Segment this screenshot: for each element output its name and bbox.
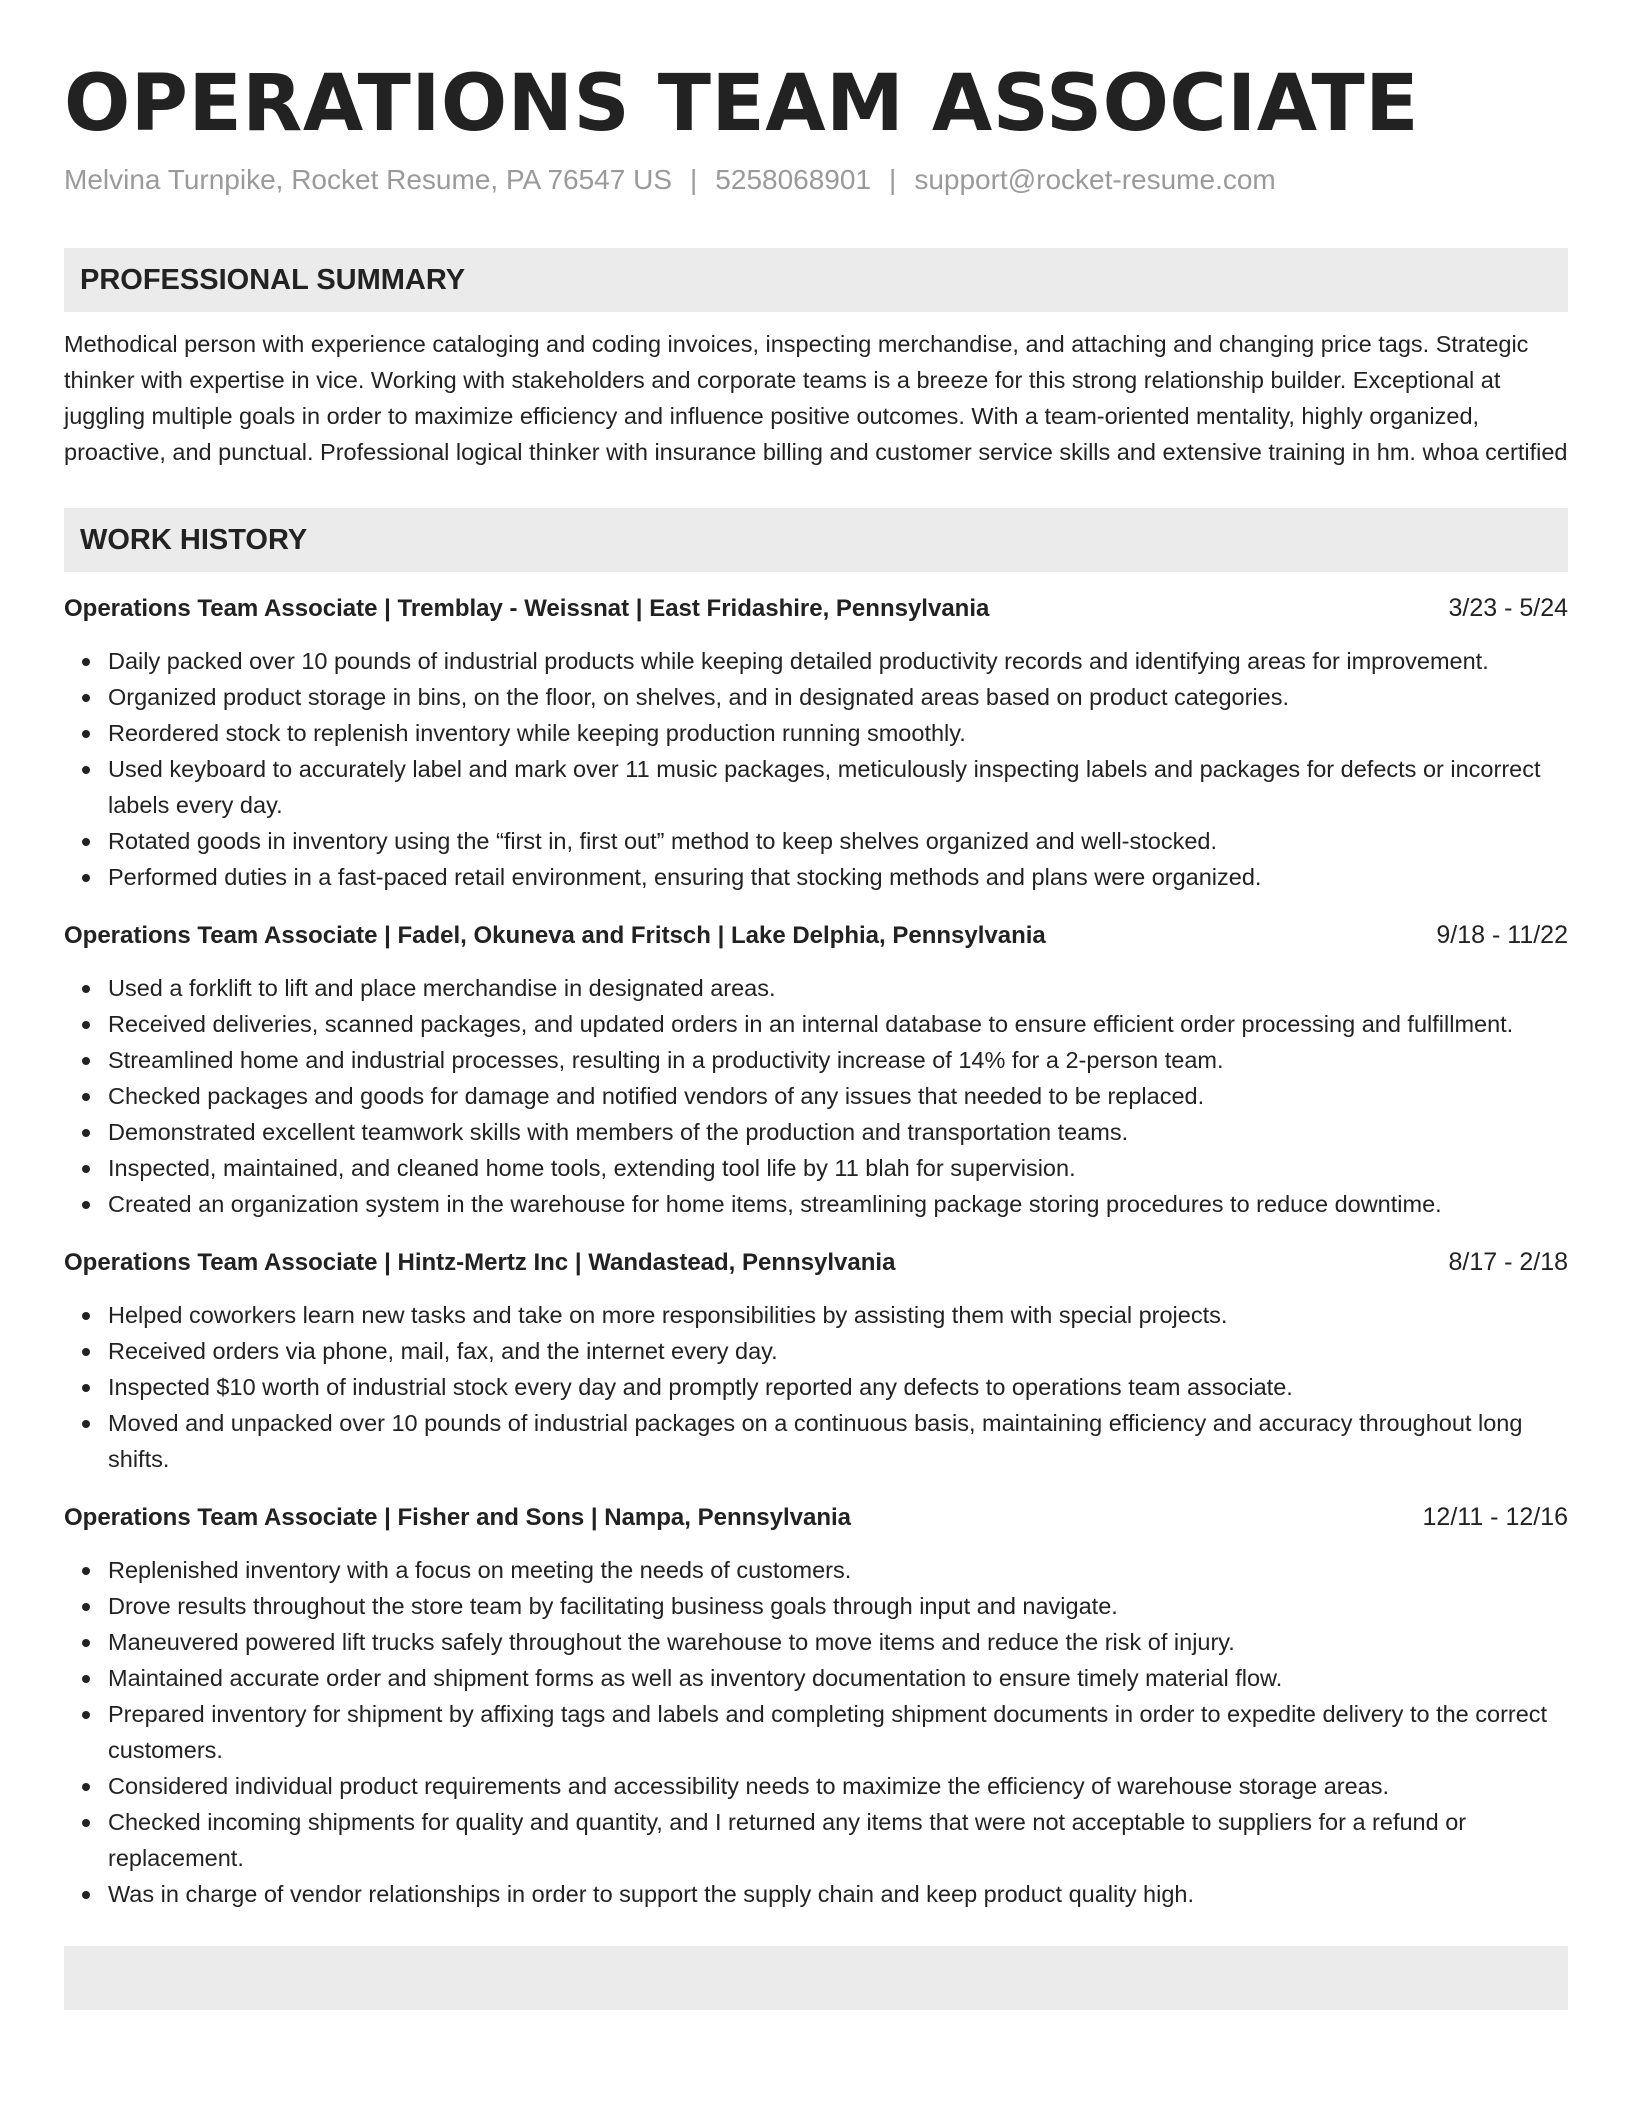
- bullet-dot-icon: [82, 1711, 90, 1719]
- job-bullet-list: [64, 1297, 1568, 1477]
- bullet-dot-icon: [82, 1312, 90, 1320]
- job-title: Operations Team Associate | Fisher and Sons | Nampa, Pennsylvania: [64, 1504, 852, 1531]
- job-dates: 3/23 - 5/24: [1448, 594, 1568, 622]
- job-bullet-item: [108, 1369, 1568, 1405]
- bullet-dot-icon: [82, 1783, 90, 1791]
- job-bullet-item: [108, 1768, 1568, 1804]
- resume-title: OPERATIONS TEAM ASSOCIATE: [64, 59, 1419, 149]
- job-bullet-item: [108, 1042, 1568, 1078]
- job-bullet-text: Demonstrated excellent teamwork skills with members of the production and transportation teams.: [108, 1119, 1129, 1145]
- job-bullet-text: Checked incoming shipments for quality and quantity, and I returned any items that were not acceptable to suppliers for a refund or replacement.: [108, 1809, 1467, 1871]
- job-bullet-item: [108, 1297, 1568, 1333]
- job-bullet-list: [64, 643, 1568, 895]
- job-bullet-text: Rotated goods in inventory using the “first in, first out” method to keep shelves organized and well-stocked.: [108, 828, 1218, 854]
- bullet-dot-icon: [82, 1165, 90, 1173]
- job-dates: 9/18 - 11/22: [1436, 921, 1568, 949]
- job-bullet-text: Performed duties in a fast-paced retail environment, ensuring that stocking methods and plans were organized.: [108, 864, 1262, 890]
- job-bullet-text: Checked packages and goods for damage and notified vendors of any issues that needed to be replaced.: [108, 1083, 1205, 1109]
- contact-separator: |: [690, 164, 698, 195]
- bullet-dot-icon: [82, 1891, 90, 1899]
- job-bullet-text: Created an organization system in the warehouse for home items, streamlining package storing procedures to reduce downtime.: [108, 1191, 1442, 1217]
- job-bullet-text: Inspected $10 worth of industrial stock every day and promptly reported any defects to operations team associate.: [108, 1374, 1293, 1400]
- bullet-dot-icon: [82, 658, 90, 666]
- bullet-dot-icon: [82, 874, 90, 882]
- job-title: Operations Team Associate | Tremblay - Weissnat | East Fridashire, Pennsylvania: [64, 595, 990, 622]
- job-bullet-text: Used a forklift to lift and place merchandise in designated areas.: [108, 975, 776, 1001]
- job-bullet-text: Received orders via phone, mail, fax, and the internet every day.: [108, 1338, 778, 1364]
- job-bullet-text: Maintained accurate order and shipment forms as well as inventory documentation to ensure timely material flow.: [108, 1665, 1283, 1691]
- job-bullet-text: Daily packed over 10 pounds of industrial products while keeping detailed productivity records and identifying areas for improvement.: [108, 648, 1489, 674]
- bullet-dot-icon: [82, 985, 90, 993]
- job-bullet-item: [108, 1804, 1568, 1876]
- job-header: [64, 917, 1568, 954]
- next-section-heading: [64, 1946, 1568, 2010]
- job-bullet-item: [108, 1552, 1568, 1588]
- job-bullet-item: [108, 1150, 1568, 1186]
- job-bullet-text: Streamlined home and industrial processes, resulting in a productivity increase of 14% for a 2-person team.: [108, 1047, 1224, 1073]
- bullet-dot-icon: [82, 1420, 90, 1428]
- bullet-dot-icon: [82, 1384, 90, 1392]
- job-bullet-item: [108, 1333, 1568, 1369]
- job-bullet-item: [108, 1405, 1568, 1477]
- job-bullet-text: Drove results throughout the store team by facilitating business goals through input and navigate.: [108, 1593, 1118, 1619]
- bullet-dot-icon: [82, 1057, 90, 1065]
- bullet-dot-icon: [82, 1093, 90, 1101]
- job-bullet-item: [108, 1114, 1568, 1150]
- contact-email: support@rocket-resume.com: [914, 164, 1276, 195]
- bullet-dot-icon: [82, 1348, 90, 1356]
- job-bullet-item: [108, 1588, 1568, 1624]
- job-header: [64, 1499, 1568, 1536]
- job-bullet-text: Received deliveries, scanned packages, and updated orders in an internal database to ensure efficient order processing and fulfillment.: [108, 1011, 1514, 1037]
- job-bullet-text: Moved and unpacked over 10 pounds of industrial packages on a continuous basis, maintaining efficiency and accuracy throughout long shifts.: [108, 1410, 1523, 1472]
- job-dates: 8/17 - 2/18: [1448, 1248, 1568, 1276]
- job-bullet-item: [108, 1078, 1568, 1114]
- bullet-dot-icon: [82, 1603, 90, 1611]
- job-bullet-item: [108, 1660, 1568, 1696]
- bullet-dot-icon: [82, 1639, 90, 1647]
- job-bullet-item: [108, 715, 1568, 751]
- job-bullet-list: [64, 1552, 1568, 1912]
- job-header: [64, 590, 1568, 627]
- job-entry: [64, 917, 1568, 1222]
- job-title: Operations Team Associate | Hintz-Mertz Inc | Wandastead, Pennsylvania: [64, 1249, 896, 1276]
- contact-address: Melvina Turnpike, Rocket Resume, PA 76547 US: [64, 164, 673, 195]
- job-bullet-text: Prepared inventory for shipment by affixing tags and labels and completing shipment documents in order to expedite delivery to the correct customers.: [108, 1701, 1548, 1763]
- job-bullet-list: [64, 970, 1568, 1222]
- job-dates: 12/11 - 12/16: [1422, 1503, 1568, 1531]
- summary-section-heading: PROFESSIONAL SUMMARY: [64, 248, 1568, 312]
- job-bullet-item: [108, 970, 1568, 1006]
- work-history-section-heading: WORK HISTORY: [64, 508, 1568, 572]
- job-bullet-item: [108, 643, 1568, 679]
- job-bullet-text: Considered individual product requirements and accessibility needs to maximize the efficiency of warehouse storage areas.: [108, 1773, 1390, 1799]
- job-bullet-item: [108, 859, 1568, 895]
- job-title: Operations Team Associate | Fadel, Okuneva and Fritsch | Lake Delphia, Pennsylvania: [64, 922, 1046, 949]
- job-bullet-item: [108, 823, 1568, 859]
- bullet-dot-icon: [82, 730, 90, 738]
- job-bullet-text: Helped coworkers learn new tasks and take on more responsibilities by assisting them with special projects.: [108, 1302, 1228, 1328]
- bullet-dot-icon: [82, 1819, 90, 1827]
- bullet-dot-icon: [82, 766, 90, 774]
- job-bullet-item: [108, 1006, 1568, 1042]
- work-history-list: [64, 590, 1568, 1912]
- job-entry: [64, 1499, 1568, 1912]
- contact-separator: |: [889, 164, 897, 195]
- summary-text: Methodical person with experience cataloging and coding invoices, inspecting merchandise, and attaching and changing price tags. Strategic thinker with expertise in vice. Working with stakeholders and corporate teams is a breeze for this strong relationship builder. Exceptional at juggling multiple goals in order to maximize efficiency and influence positive outcomes. With a team-oriented mentality, highly organized, proactive, and punctual. Professional logical thinker with insurance billing and customer service skills and extensive training in hm. whoa certified: [64, 331, 1568, 465]
- contact-phone: 5258068901: [715, 164, 872, 195]
- job-bullet-text: Inspected, maintained, and cleaned home tools, extending tool life by 11 blah for supervision.: [108, 1155, 1076, 1181]
- bullet-dot-icon: [82, 694, 90, 702]
- contact-line: [64, 162, 1568, 198]
- bullet-dot-icon: [82, 1129, 90, 1137]
- job-bullet-item: [108, 1186, 1568, 1222]
- job-bullet-text: Replenished inventory with a focus on meeting the needs of customers.: [108, 1557, 852, 1583]
- bullet-dot-icon: [82, 1567, 90, 1575]
- job-bullet-text: Used keyboard to accurately label and mark over 11 music packages, meticulously inspecting labels and packages for defects or incorrect labels every day.: [108, 756, 1541, 818]
- job-bullet-text: Maneuvered powered lift trucks safely throughout the warehouse to move items and reduce the risk of injury.: [108, 1629, 1235, 1655]
- job-entry: [64, 1244, 1568, 1477]
- job-bullet-text: Was in charge of vendor relationships in order to support the supply chain and keep product quality high.: [108, 1881, 1195, 1907]
- job-bullet-item: [108, 1624, 1568, 1660]
- job-bullet-item: [108, 679, 1568, 715]
- bullet-dot-icon: [82, 1201, 90, 1209]
- bullet-dot-icon: [82, 1021, 90, 1029]
- job-bullet-text: Organized product storage in bins, on the floor, on shelves, and in designated areas based on product categories.: [108, 684, 1289, 710]
- job-bullet-text: Reordered stock to replenish inventory while keeping production running smoothly.: [108, 720, 966, 746]
- job-header: [64, 1244, 1568, 1281]
- bullet-dot-icon: [82, 1675, 90, 1683]
- job-bullet-item: [108, 1696, 1568, 1768]
- job-entry: [64, 590, 1568, 895]
- job-bullet-item: [108, 751, 1568, 823]
- job-bullet-item: [108, 1876, 1568, 1912]
- bullet-dot-icon: [82, 838, 90, 846]
